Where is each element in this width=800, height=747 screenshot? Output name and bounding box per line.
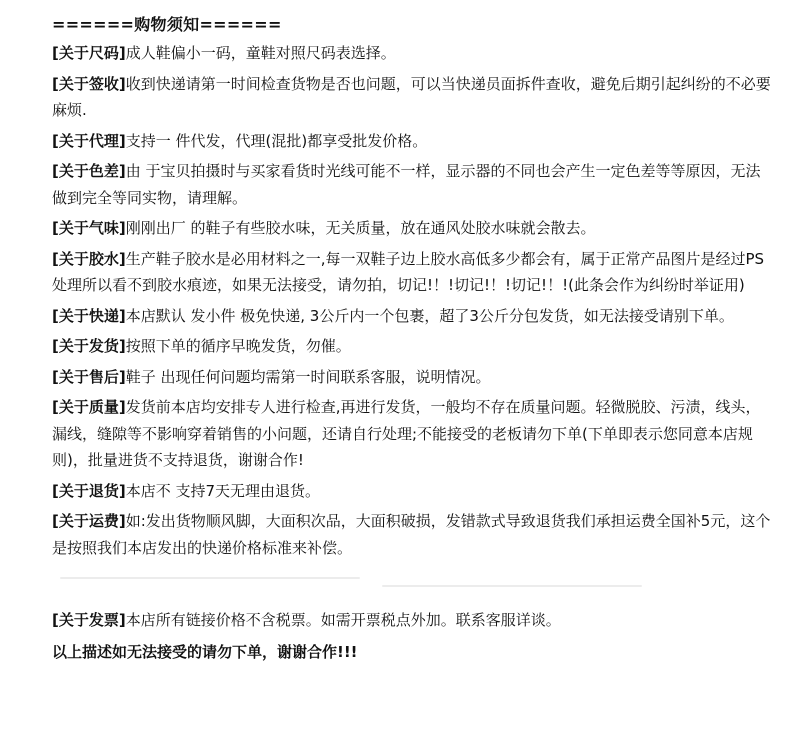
notice-label: [关于运费]	[52, 512, 126, 530]
notice-item	[52, 215, 772, 242]
notice-text: 本店所有链接价格不含税票。如需开票税点外加。联系客服详谈。	[125, 611, 561, 629]
notice-label: [关于尺码]	[52, 44, 126, 62]
notice-text: 鞋子 出现任何问题均需第一时间联系客服，说明情况。	[125, 367, 491, 386]
notice-text: 收到快递请第一时间检查货物是否也问题，可以当快递员面拆件查收，避免后期引起纠纷的不必要麻烦.	[52, 74, 771, 119]
notice-item	[52, 128, 772, 155]
notice-item	[52, 364, 772, 391]
closing-statement: 以上描述如无法接受的请勿下单，谢谢合作!!!	[52, 642, 358, 661]
notice-text: 如:发出货物顺风脚，大面积次品，大面积破损，发错款式导致退货我们承担运费全国补5元，这个是按照我们本店发出的快递价格标准来补偿。	[52, 512, 771, 557]
notice-text: 由 于宝贝拍摄时与买家看货时光线可能不一样，显示器的不同也会产生一定色差等等原因，无法做到完全等同实物，请理解。	[52, 162, 761, 207]
notice-list	[52, 40, 772, 561]
notice-label: [关于代理]	[52, 131, 126, 150]
notice-item	[52, 246, 772, 299]
notice-label: [关于签收]	[52, 74, 126, 93]
notice-label: [关于退货]	[52, 481, 126, 500]
notice-label: [关于质量]	[52, 398, 126, 416]
watermark-band	[52, 565, 772, 607]
notice-label: [关于发货]	[52, 337, 126, 355]
notice-text: 成人鞋偏小一码，童鞋对照尺码表选择。	[125, 44, 396, 62]
page-title: ======购物须知======	[52, 15, 282, 34]
notice-text: 发货前本店均安排专人进行检查,再进行发货，一般均不存在质量问题。轻微脱胶、污渍，线头，漏线，缝隙等不影响穿着销售的小问题，还请自行处理;不能接受的老板请勿下单(下单即表示您同意本店规则)，批量进货不支持退货，谢谢合作!	[52, 398, 761, 469]
notice-text: 按照下单的循序早晚发货，勿催。	[125, 337, 351, 355]
notice-label: [关于色差]	[52, 162, 126, 180]
notice-item	[52, 508, 772, 561]
notice-text: 本店默认 发小件 极免快递, 3公斤内一个包裹，超了3公斤分包发货，如无法接受请别下单。	[125, 306, 734, 325]
notice-text: 刚刚出厂 的鞋子有些胶水味，无关质量，放在通风处胶水味就会散去。	[125, 219, 596, 237]
notice-label: [关于售后]	[52, 367, 126, 386]
notice-text: 支持一 件代发，代理(混批)都享受批发价格。	[125, 131, 428, 150]
notice-item	[52, 158, 772, 211]
notice-item	[52, 478, 772, 505]
notice-item	[52, 71, 772, 124]
notice-label: [关于胶水]	[52, 249, 126, 268]
notice-label: [关于发票]	[52, 611, 126, 629]
notice-item	[52, 394, 772, 474]
notice-label: [关于快递]	[52, 306, 126, 325]
notice-item	[52, 303, 772, 330]
notice-item	[52, 333, 772, 360]
notice-item-invoice	[52, 607, 772, 634]
notice-text: 本店不 支持7天无理由退货。	[125, 481, 321, 500]
shopping-notice-document	[52, 10, 772, 666]
notice-label: [关于气味]	[52, 219, 126, 237]
notice-item	[52, 40, 772, 67]
notice-text: 生产鞋子胶水是必用材料之一,每一双鞋子边上胶水高低多少都会有，属于正常产品图片是经过PS处理所以看不到胶水痕迹，如果无法接受，请勿拍，切记!！!切记!！!切记!！!(此条会作为纠纷时举证用)	[52, 249, 765, 294]
